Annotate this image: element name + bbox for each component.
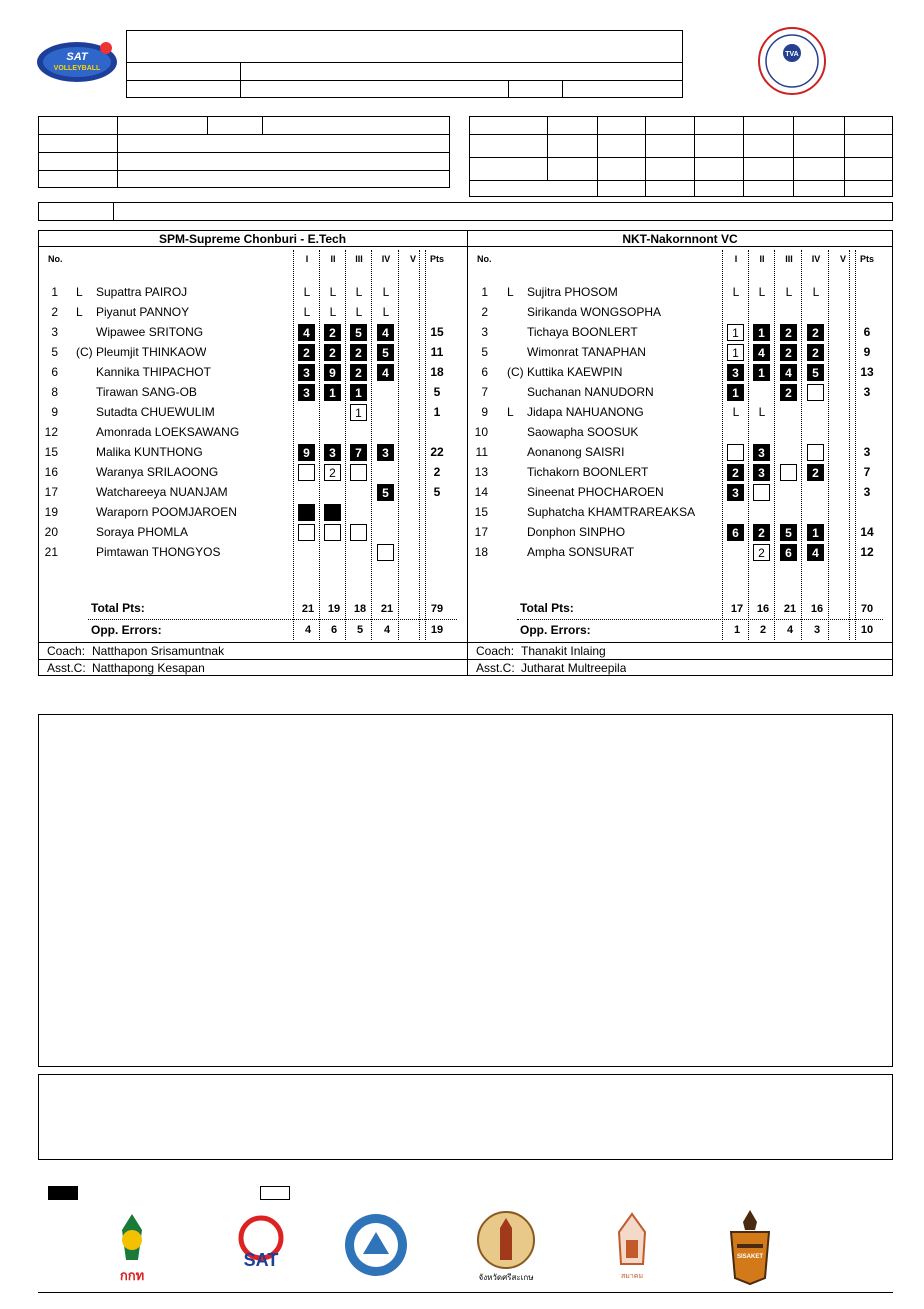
player-name: Suphatcha KHAMTRAREAKSA <box>527 505 696 519</box>
player-name: Sineenat PHOCHAROEN <box>527 485 664 499</box>
player-number: 19 <box>44 505 58 519</box>
roster-no-header: No. <box>48 254 63 264</box>
sponsor-logo-2 <box>226 1212 296 1284</box>
opp-errors-label: Opp. Errors: <box>91 623 162 637</box>
player-set-libero: L <box>355 285 363 299</box>
set-total: 21 <box>783 603 797 615</box>
set-opp-errors: 4 <box>383 624 391 636</box>
performances-title <box>38 688 893 712</box>
player-set-box: 6 <box>727 524 744 541</box>
player-set-box: 4 <box>807 544 824 561</box>
sponsor-logo-4 <box>474 1210 538 1284</box>
sponsor-logo-3 <box>343 1212 409 1278</box>
player-set-libero: L <box>303 285 311 299</box>
set-opp-errors: 5 <box>356 624 364 636</box>
player-set-box: 9 <box>324 364 341 381</box>
set-total: 18 <box>353 603 367 615</box>
player-set-box-empty <box>324 504 341 521</box>
player-set-box: 3 <box>324 444 341 461</box>
player-set-box: 4 <box>298 324 315 341</box>
player-set-box: 2 <box>807 324 824 341</box>
duration-cell <box>597 181 645 197</box>
player-set-box-empty <box>727 444 744 461</box>
score-cell <box>645 158 694 180</box>
score-cell <box>844 135 893 157</box>
player-points: 7 <box>863 465 871 479</box>
score-cell <box>743 135 793 157</box>
player-set-box: 4 <box>377 324 394 341</box>
player-set-box: 2 <box>780 324 797 341</box>
player-flag: L <box>76 285 83 299</box>
player-set-box: 3 <box>727 364 744 381</box>
set-opp-errors: 1 <box>733 624 741 636</box>
player-set-box: 3 <box>727 484 744 501</box>
player-set-box-empty <box>350 524 367 541</box>
player-set-box: 3 <box>753 444 770 461</box>
player-number: 9 <box>51 405 58 419</box>
player-number: 8 <box>51 385 58 399</box>
player-points: 6 <box>863 325 871 339</box>
score-cell <box>474 135 544 157</box>
player-points <box>852 503 882 521</box>
score-header <box>743 117 793 134</box>
player-set-box: 2 <box>753 544 770 561</box>
player-name: Donphon SINPHO <box>527 525 626 539</box>
score-cell <box>694 158 743 180</box>
player-points <box>852 403 882 421</box>
player-set-libero: L <box>732 285 740 299</box>
score-cell <box>694 135 743 157</box>
player-name: Sutadta CHUEWULIM <box>96 405 215 419</box>
player-set-box: 1 <box>807 524 824 541</box>
svg-text:VOLLEYBALL: VOLLEYBALL <box>53 65 101 72</box>
player-flag: (C) <box>76 345 93 359</box>
player-points: 11 <box>430 345 444 359</box>
player-set-box: 5 <box>780 524 797 541</box>
player-number: 6 <box>481 365 488 379</box>
set-opp-errors: 2 <box>759 624 767 636</box>
set-opp-errors: 3 <box>813 624 821 636</box>
score-header <box>597 117 645 134</box>
roster-set-header: IV <box>381 254 391 264</box>
score-header <box>645 117 694 134</box>
set-total: 21 <box>380 603 394 615</box>
player-set-box-empty <box>377 544 394 561</box>
player-points: 3 <box>863 385 871 399</box>
player-points: 13 <box>860 365 874 379</box>
player-set-libero: L <box>785 285 793 299</box>
player-set-box: 1 <box>753 364 770 381</box>
set-opp-errors: 19 <box>430 624 444 636</box>
coach-label: Coach: <box>47 644 86 658</box>
player-name: Piyanut PANNOY <box>96 305 190 319</box>
player-set-libero: L <box>355 305 363 319</box>
player-number: 20 <box>44 525 58 539</box>
svg-text:สมาคม: สมาคม <box>620 1272 644 1280</box>
title-box <box>126 30 683 98</box>
player-set-libero: L <box>303 305 311 319</box>
player-set-libero: L <box>329 305 337 319</box>
player-flag: L <box>76 305 83 319</box>
player-set-libero: L <box>758 405 766 419</box>
player-name: Supattra PAIROJ <box>96 285 188 299</box>
player-set-libero: L <box>329 285 337 299</box>
player-name: Tirawan SANG-OB <box>96 385 197 399</box>
player-set-box: 3 <box>753 464 770 481</box>
player-set-box: 1 <box>350 384 367 401</box>
player-set-box: 2 <box>727 464 744 481</box>
asst-coach-label: Asst.C: <box>47 661 86 675</box>
sponsor-logo-5 <box>603 1210 661 1284</box>
player-name: Pleumjit THINKAOW <box>96 345 207 359</box>
score-header <box>793 117 844 134</box>
sponsor-logo-6 <box>725 1208 775 1286</box>
player-set-box-empty <box>807 444 824 461</box>
player-set-box: 2 <box>807 464 824 481</box>
player-number: 15 <box>44 445 58 459</box>
player-set-box-empty <box>753 484 770 501</box>
svg-text:TVA: TVA <box>785 51 799 58</box>
best-scorers-box <box>38 1074 893 1160</box>
score-header <box>469 117 547 134</box>
player-number: 15 <box>474 505 488 519</box>
player-name: Amonrada LOEKSAWANG <box>96 425 240 439</box>
coach-name: Thanakit Inlaing <box>521 644 606 658</box>
set-total: 17 <box>730 603 744 615</box>
player-name: Sujitra PHOSOM <box>527 285 618 299</box>
player-set-box: 1 <box>727 324 744 341</box>
player-number: 5 <box>51 345 58 359</box>
player-points <box>422 423 452 441</box>
player-name: Tichaya BOONLERT <box>527 325 638 339</box>
player-set-box: 1 <box>727 384 744 401</box>
roster-set-header: V <box>839 254 846 264</box>
player-number: 3 <box>481 325 488 339</box>
sponsor-logo-1 <box>102 1210 162 1286</box>
set-opp-errors: 10 <box>860 624 874 636</box>
player-points: 1 <box>433 405 441 419</box>
player-number: 14 <box>474 485 488 499</box>
player-name: Pimtawan THONGYOS <box>96 545 221 559</box>
roster-team-name: NKT-Nakornnont VC <box>622 231 738 246</box>
sub-legend-box <box>260 1186 290 1200</box>
score-cell <box>547 158 597 180</box>
player-set-libero: L <box>382 285 390 299</box>
asst-coach-label: Asst.C: <box>476 661 515 675</box>
player-number: 6 <box>51 365 58 379</box>
total-pts-label: Total Pts: <box>520 601 574 615</box>
player-set-box: 9 <box>298 444 315 461</box>
starting-legend-box <box>48 1186 78 1200</box>
score-header <box>694 117 743 134</box>
roster-team-name: SPM-Supreme Chonburi - E.Tech <box>158 231 347 246</box>
player-number: 5 <box>481 345 488 359</box>
player-set-box-empty <box>780 464 797 481</box>
player-name: Jidapa NAHUANONG <box>527 405 644 419</box>
player-flag: L <box>507 405 514 419</box>
asst-coach-name: Jutharat Multreepila <box>521 661 627 675</box>
player-points: 18 <box>430 365 444 379</box>
score-cell <box>547 135 597 157</box>
player-set-box-empty <box>324 524 341 541</box>
player-set-libero: L <box>382 305 390 319</box>
player-number: 10 <box>474 425 488 439</box>
player-name: Suchanan NANUDORN <box>527 385 654 399</box>
player-set-box: 3 <box>298 364 315 381</box>
player-set-box: 4 <box>753 344 770 361</box>
total-pts-label: Total Pts: <box>91 601 145 615</box>
svg-text:SAT: SAT <box>243 1250 279 1270</box>
set-total: 16 <box>756 603 770 615</box>
player-number: 2 <box>51 305 58 319</box>
player-number: 3 <box>51 325 58 339</box>
player-points <box>852 303 882 321</box>
player-number: 11 <box>475 445 488 459</box>
svg-text:SISAKET: SISAKET <box>736 1254 764 1260</box>
player-set-box: 1 <box>324 384 341 401</box>
player-name: Aonanong SAISRI <box>527 445 625 459</box>
player-set-box: 3 <box>298 384 315 401</box>
player-name: Wimonrat TANAPHAN <box>527 345 646 359</box>
duration-cell <box>793 181 844 197</box>
set-total: 19 <box>327 603 341 615</box>
player-set-box-empty <box>350 464 367 481</box>
svg-text:กกท: กกท <box>119 1269 145 1284</box>
score-header <box>547 117 597 134</box>
score-header <box>844 117 893 134</box>
score-cell <box>597 135 645 157</box>
player-set-box: 1 <box>727 344 744 361</box>
player-set-box: 5 <box>807 364 824 381</box>
player-name: Kuttika KAEWPIN <box>527 365 623 379</box>
set-total: 16 <box>810 603 824 615</box>
player-name: Waraporn POOMJAROEN <box>96 505 237 519</box>
player-set-libero: L <box>812 285 820 299</box>
performances-box <box>38 714 893 1067</box>
roster-pts-header: Pts <box>859 254 874 264</box>
set-opp-errors: 6 <box>330 624 338 636</box>
sat-logo <box>34 36 120 86</box>
player-points: 3 <box>863 485 871 499</box>
duration-cell <box>474 181 544 197</box>
set-total: 70 <box>860 603 874 615</box>
player-number: 12 <box>44 425 58 439</box>
set-total: 79 <box>430 603 444 615</box>
duration-cell <box>694 181 743 197</box>
player-set-box: 1 <box>753 324 770 341</box>
score-cell <box>597 158 645 180</box>
set-opp-errors: 4 <box>304 624 312 636</box>
player-points: 14 <box>860 525 874 539</box>
player-points: 5 <box>433 485 441 499</box>
roster-set-header: I <box>305 254 309 264</box>
coach-label: Coach: <box>476 644 515 658</box>
player-points: 5 <box>433 385 441 399</box>
player-points: 22 <box>430 445 444 459</box>
player-set-box: 2 <box>807 344 824 361</box>
player-points: 2 <box>433 465 441 479</box>
roster-no-header: No. <box>477 254 492 264</box>
player-set-libero: L <box>758 285 766 299</box>
player-set-box: 6 <box>780 544 797 561</box>
player-points <box>422 523 452 541</box>
roster-pts-header: Pts <box>429 254 444 264</box>
referees-bar <box>38 202 893 221</box>
player-name: Kannika THIPACHOT <box>96 365 211 379</box>
player-number: 13 <box>474 465 488 479</box>
set-opp-errors: 4 <box>786 624 794 636</box>
set-total: 21 <box>301 603 315 615</box>
score-cell <box>474 158 544 180</box>
player-points <box>852 283 882 301</box>
player-number: 2 <box>481 305 488 319</box>
player-set-box: 2 <box>780 344 797 361</box>
player-set-box: 5 <box>350 324 367 341</box>
player-set-box: 2 <box>350 344 367 361</box>
roster-set-header: I <box>734 254 738 264</box>
player-number: 7 <box>481 385 488 399</box>
player-points <box>422 543 452 561</box>
player-set-box-empty <box>298 464 315 481</box>
player-set-box: 2 <box>298 344 315 361</box>
player-set-box: 4 <box>780 364 797 381</box>
roster-set-header: III <box>785 254 793 264</box>
player-set-box: 2 <box>350 364 367 381</box>
roster-set-header: II <box>759 254 765 264</box>
player-set-box-empty <box>807 384 824 401</box>
roster-set-header: V <box>409 254 416 264</box>
duration-cell <box>547 181 597 197</box>
duration-cell <box>645 181 694 197</box>
player-number: 1 <box>481 285 488 299</box>
asst-coach-name: Natthapong Kesapan <box>92 661 205 675</box>
player-set-box: 2 <box>324 464 341 481</box>
player-set-box: 2 <box>324 344 341 361</box>
player-set-box: 4 <box>377 364 394 381</box>
duration-cell <box>844 181 893 197</box>
svg-text:SAT: SAT <box>66 51 88 63</box>
player-number: 16 <box>44 465 58 479</box>
score-cell <box>793 135 844 157</box>
score-cell <box>844 158 893 180</box>
player-number: 9 <box>481 405 488 419</box>
player-set-box: 7 <box>350 444 367 461</box>
duration-cell <box>743 181 793 197</box>
player-name: Waranya SRILAOONG <box>96 465 219 479</box>
player-name: Wipawee SRITONG <box>96 325 204 339</box>
player-set-box: 2 <box>753 524 770 541</box>
player-points: 3 <box>863 445 871 459</box>
player-set-box: 2 <box>780 384 797 401</box>
coach-name: Natthapon Srisamuntnak <box>92 644 225 658</box>
player-name: Soraya PHOMLA <box>96 525 189 539</box>
player-number: 18 <box>474 545 488 559</box>
player-name: Tichakorn BOONLERT <box>527 465 649 479</box>
footer-right <box>800 1294 893 1307</box>
roster-set-header: III <box>355 254 363 264</box>
player-name: Sirikanda WONGSOPHA <box>527 305 662 319</box>
player-number: 17 <box>44 485 58 499</box>
player-points <box>852 423 882 441</box>
player-number: 1 <box>51 285 58 299</box>
score-cell <box>743 158 793 180</box>
player-points <box>422 503 452 521</box>
score-cell <box>645 135 694 157</box>
player-points <box>422 303 452 321</box>
player-number: 17 <box>474 525 488 539</box>
player-set-box: 1 <box>350 404 367 421</box>
player-set-box: 3 <box>377 444 394 461</box>
player-set-box: 2 <box>324 324 341 341</box>
svg-text:จังหวัดศรีสะเกษ: จังหวัดศรีสะเกษ <box>478 1273 534 1282</box>
player-set-box: 5 <box>377 484 394 501</box>
player-points: 9 <box>863 345 871 359</box>
player-name: Saowapha SOOSUK <box>527 425 639 439</box>
player-set-libero: L <box>732 405 740 419</box>
player-flag: (C) <box>507 365 524 379</box>
player-number: 21 <box>44 545 58 559</box>
player-flag: L <box>507 285 514 299</box>
roster-set-header: II <box>330 254 336 264</box>
opp-errors-label: Opp. Errors: <box>520 623 591 637</box>
player-name: Malika KUNTHONG <box>96 445 203 459</box>
player-points: 15 <box>430 325 444 339</box>
player-points <box>422 283 452 301</box>
score-cell <box>793 158 844 180</box>
player-set-box: 5 <box>377 344 394 361</box>
player-set-box-empty <box>298 524 315 541</box>
player-set-box-empty <box>298 504 315 521</box>
player-points: 12 <box>860 545 874 559</box>
tva-logo <box>757 26 827 96</box>
player-name: Ampha SONSURAT <box>527 545 635 559</box>
roster-set-header: IV <box>811 254 821 264</box>
player-name: Watchareeya NUANJAM <box>96 485 228 499</box>
